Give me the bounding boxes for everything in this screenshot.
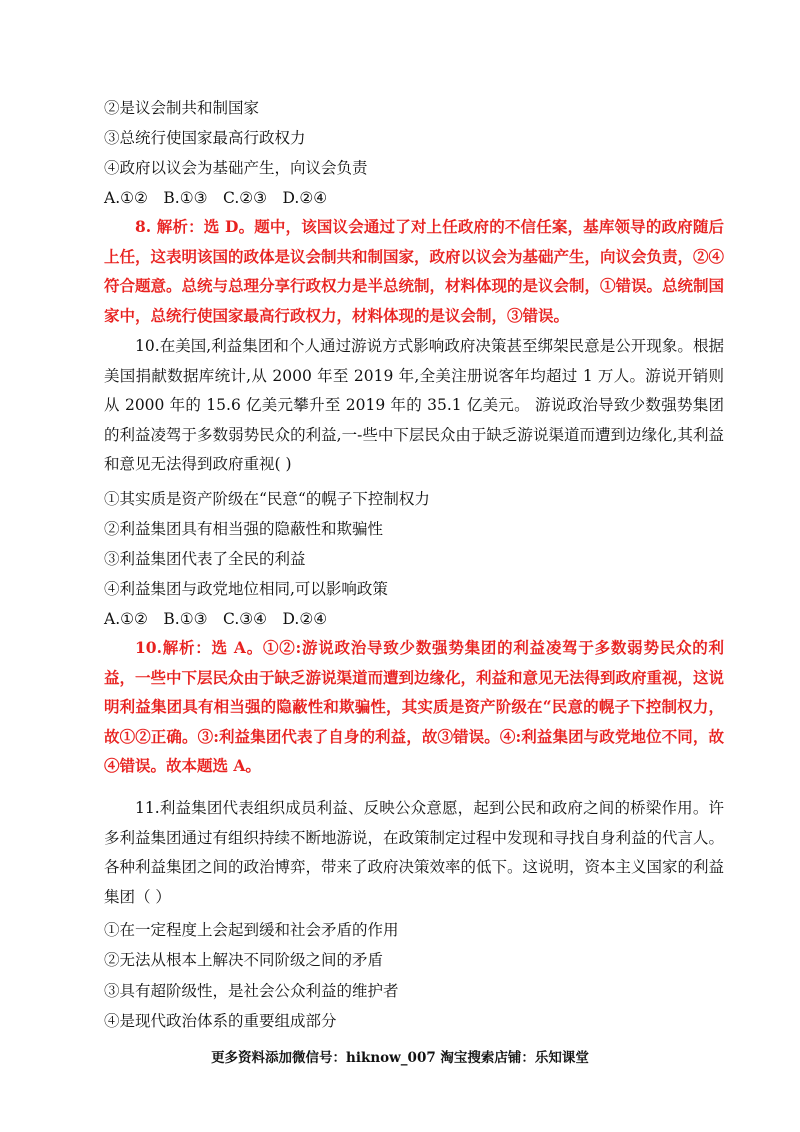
question-11-stem: 11.利益集团代表组织成员利益、反映公众意愿，起到公民和政府之间的桥梁作用。许多利益集团通过有组织持续不断地游说，在政策制定过程中发现和寻找自身利益的代言人。各种利益集团之间的政治博弈，带来了政府决策效率的低下。这说明，资本主义国家的利益集团（ ） xyxy=(104,799,725,906)
q11-option-3: ③具有超阶级性，是社会公众利益的维护者 xyxy=(104,982,399,1000)
q10-choices: A.①② B.①③ C.③④ D.②④ xyxy=(104,610,328,628)
q9-option-3: ③总统行使国家最高行政权力 xyxy=(104,129,306,147)
answer-10-explanation: 10.解析：选 A。①②:游说政治导致少数强势集团的利益凌驾于多数弱势民众的利益，一些中下层民众由于缺乏游说渠道而遭到边缘化，利益和意见无法得到政府重视，这说明利益集团具有相当强的隐蔽性和欺骗性，其实质是资产阶级在“民意的幌子下控制权力，故①②正确。③:利益集团代表了自身的利益，故③错误。④:利益集团与政党地位不同，故④错误。故本题选 A。 xyxy=(104,638,725,776)
q11-option-2: ②无法从根本上解决不同阶级之间的矛盾 xyxy=(104,951,384,969)
q11-option-4: ④是现代政治体系的重要组成部分 xyxy=(104,1012,337,1030)
q9-choices: A.①② B.①③ C.②③ D.②④ xyxy=(104,189,328,207)
q9-option-4: ④政府以议会为基础产生，向议会负责 xyxy=(104,159,368,177)
q10-option-2: ②利益集团具有相当强的隐蔽性和欺骗性 xyxy=(104,520,384,538)
q10-option-3: ③利益集团代表了全民的利益 xyxy=(104,550,306,568)
q10-option-1: ①其实质是资产阶级在“民意“的幌子下控制权力 xyxy=(104,490,430,508)
question-10-stem: 10.在美国,利益集团和个人通过游说方式影响政府决策甚至绑架民意是公开现象。根据美国捐献数据库统计,从 2000 年至 2019 年,全美注册说客年均超过 1 万人。游说开销则从 2000 年的 15.6 亿美元攀升至 2019 年的 35.1 亿美元。 游说政治导致少数强势集团的利益凌驾于多数弱势民众的利益,一-些中下层民众由于缺乏游说渠道而遭到边缘化,其利益和意见无法得到政府重视( ) xyxy=(104,337,724,474)
page-footer: 更多资料添加微信号：hiknow_007 淘宝搜索店铺：乐知课堂 xyxy=(211,1050,589,1066)
q9-option-2: ②是议会制共和制国家 xyxy=(104,99,260,117)
answer-8-explanation: 8. 解析：选 D。题中，该国议会通过了对上任政府的不信任案，基库领导的政府随后上任，这表明该国的政体是议会制共和制国家，政府以议会为基础产生，向议会负责，②④符合题意。总统与总理分享行政权力是半总统制，材料体现的是议会制，①错误。总统制国家中，总统行使国家最高行政权力，材料体现的是议会制，③错误。 xyxy=(104,217,725,325)
q11-option-1: ①在一定程度上会起到缓和社会矛盾的作用 xyxy=(104,921,399,939)
q10-option-4: ④利益集团与政党地位相同,可以影响政策 xyxy=(104,580,388,598)
